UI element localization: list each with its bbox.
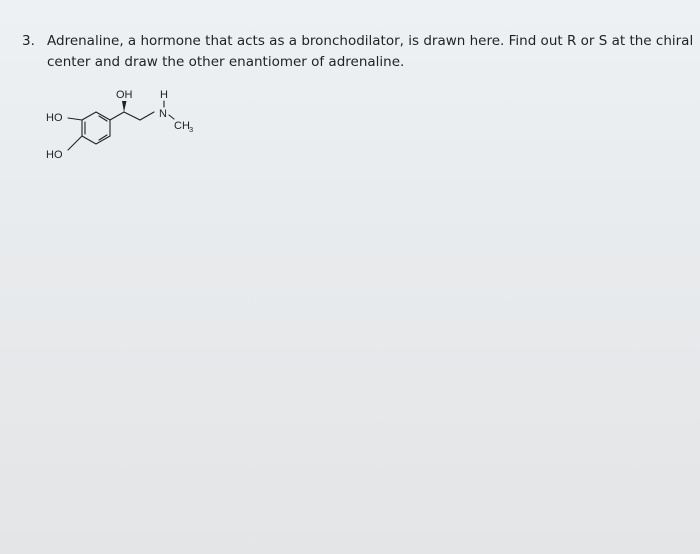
adrenaline-structure — [40, 84, 220, 174]
chain-bond-1 — [110, 112, 124, 120]
question-block — [22, 31, 694, 73]
ch3-label: CH — [174, 120, 190, 132]
double-bond-1 — [99, 116, 107, 121]
question-text — [47, 31, 694, 73]
n-ch3-bond — [169, 115, 174, 119]
double-bond-2 — [99, 135, 107, 140]
ho-top-bond — [68, 118, 82, 120]
ch3-subscript: 3 — [189, 125, 194, 134]
benzene-ring — [82, 112, 110, 144]
ho-bottom-label: HO — [46, 149, 63, 161]
question-number: 3. — [22, 33, 35, 49]
n-label: N — [159, 108, 167, 120]
chain-bond-2 — [124, 112, 140, 120]
h-label: H — [160, 89, 168, 101]
adrenaline-structure-drawing — [40, 84, 220, 174]
chain-bond-3 — [140, 112, 154, 120]
question-line-2: center and draw the other enantiomer of adrenaline. — [47, 54, 405, 70]
oh-wedge-bond — [122, 101, 127, 112]
question-line-1: Adrenaline, a hormone that acts as a bronchodilator, is drawn here. Find out R or S at the chiral — [47, 33, 694, 49]
oh-label: OH — [116, 89, 133, 101]
ho-top-label: HO — [46, 112, 63, 124]
ho-bottom-bond — [68, 136, 82, 150]
